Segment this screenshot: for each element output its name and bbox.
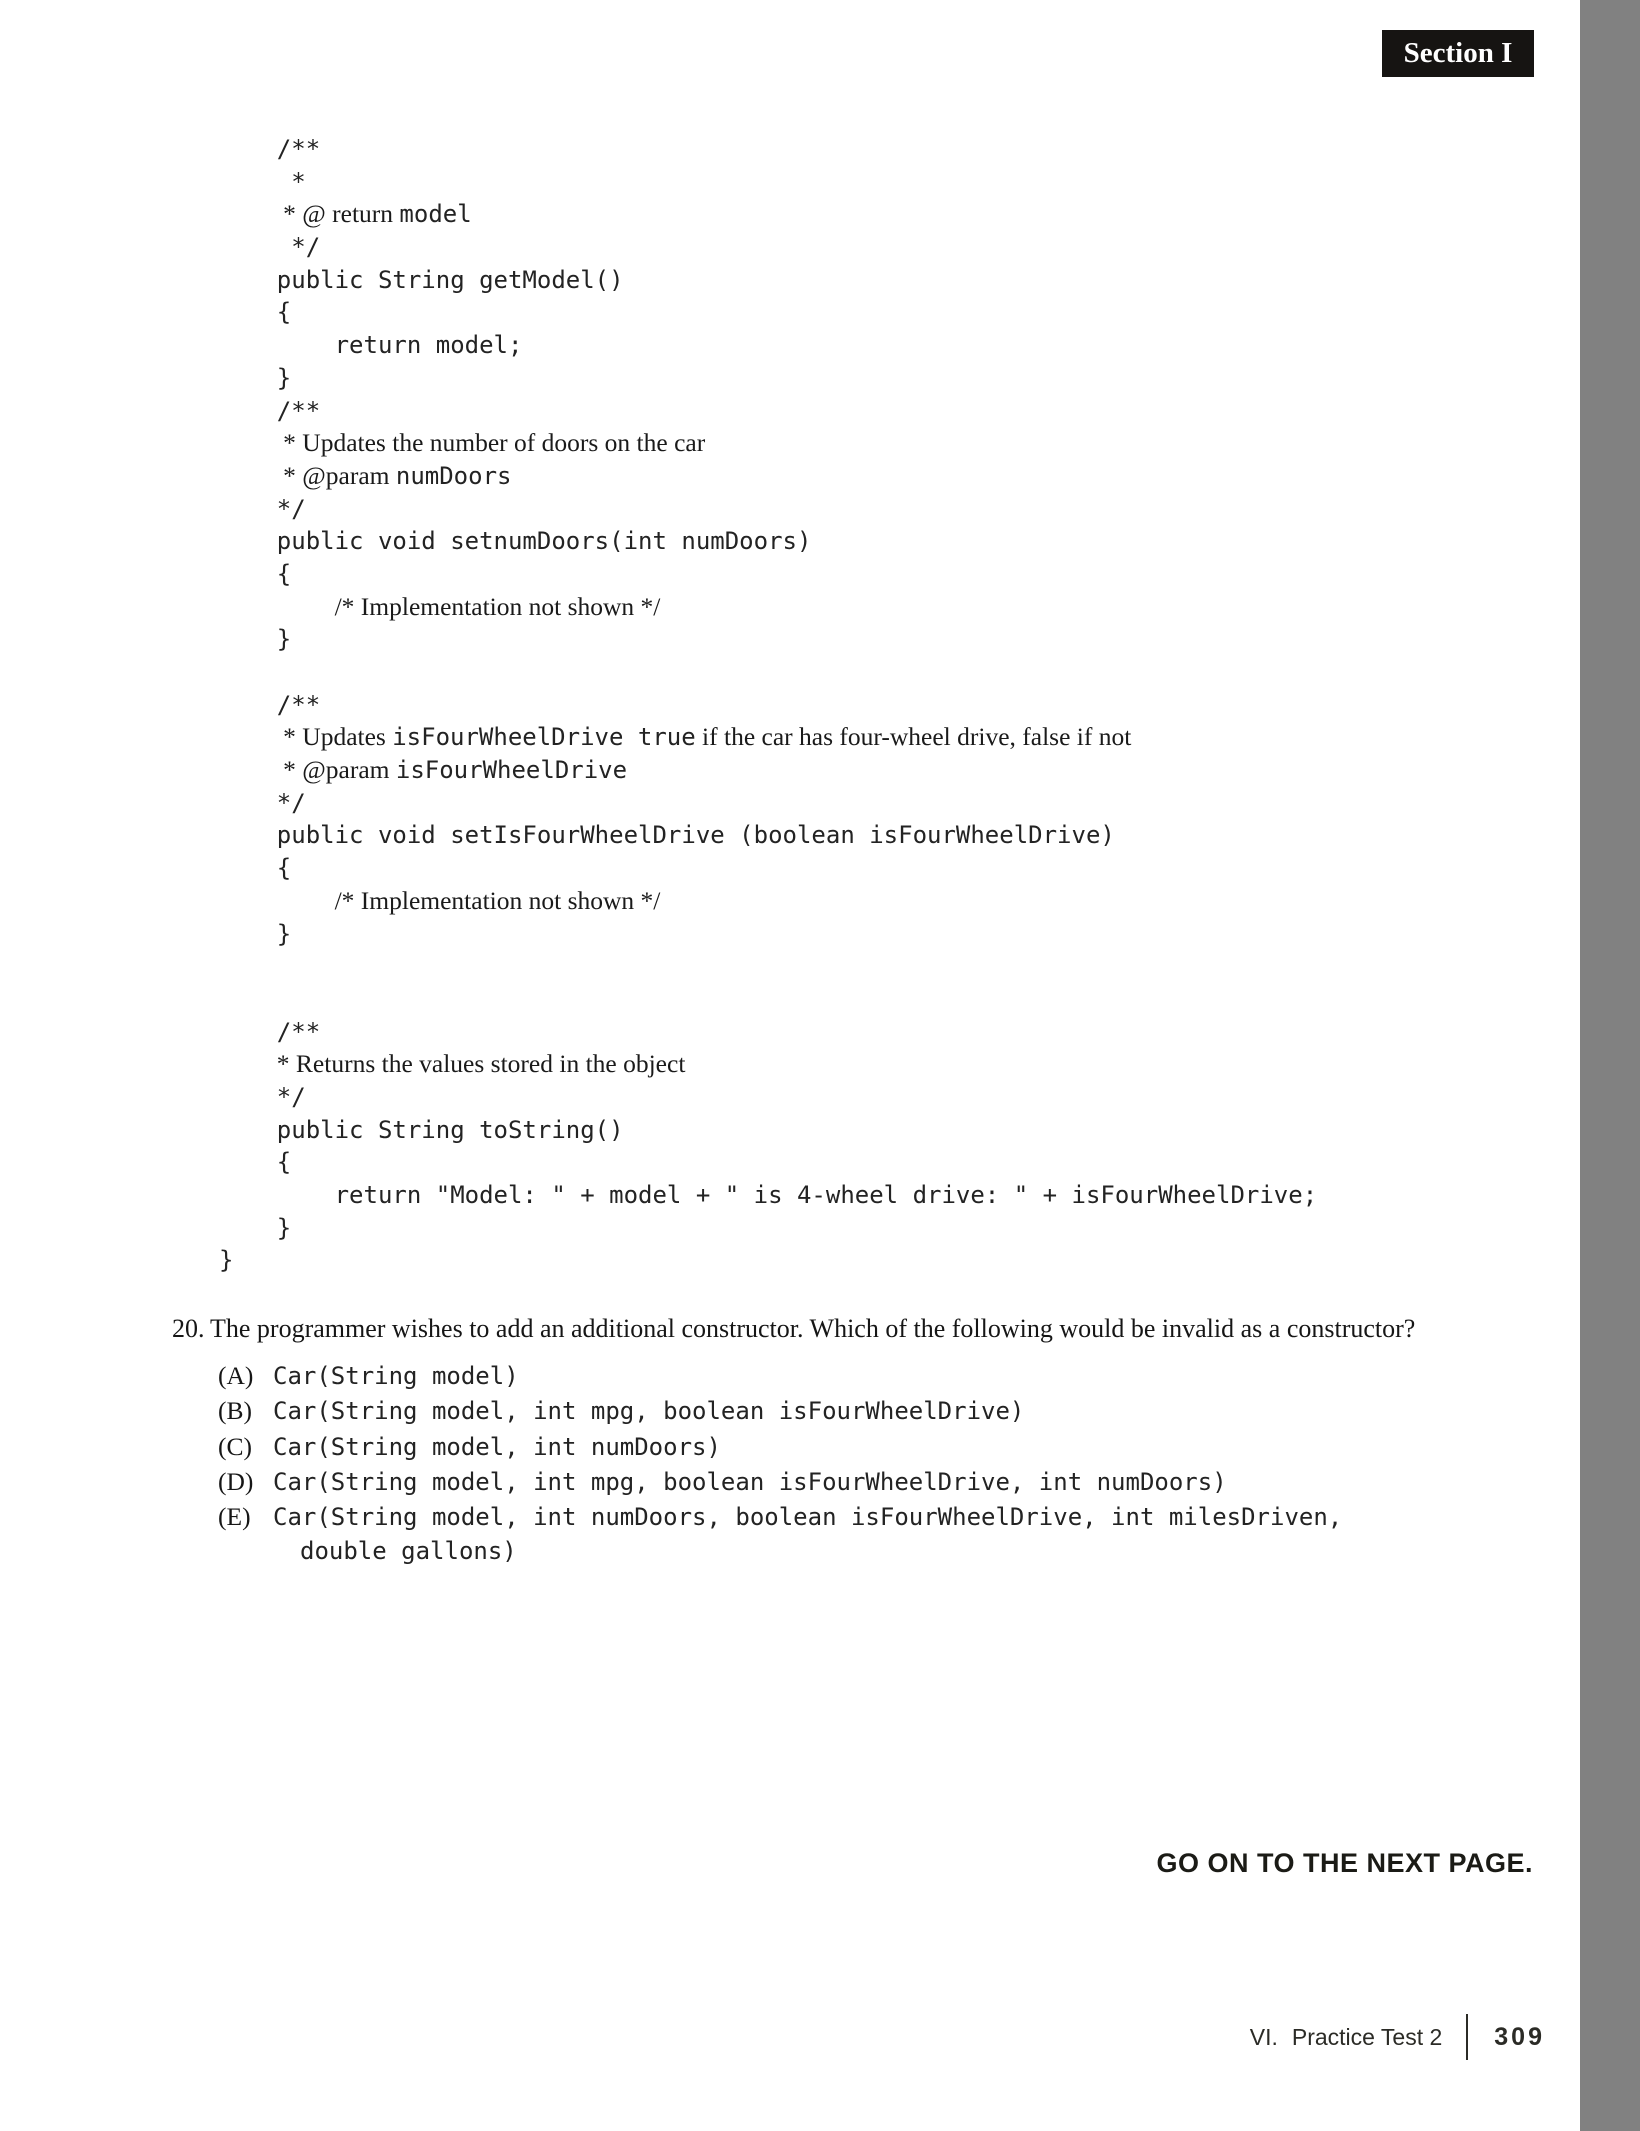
code-line: [219, 1146, 1317, 1179]
code-line: [219, 1212, 1317, 1245]
code-indent: [219, 1116, 277, 1144]
footer-chapter: VI.: [1249, 2023, 1278, 2050]
code-indent: [219, 1083, 277, 1111]
code-line: [219, 362, 1317, 395]
code-indent: [219, 266, 277, 294]
question-row: [172, 1312, 1472, 1345]
code-line: [219, 1179, 1317, 1212]
code-segment: {: [276, 854, 292, 883]
code-indent: [219, 298, 277, 326]
page-edge-bar: [1580, 0, 1640, 2131]
code-indent: [219, 854, 277, 882]
code-segment: *: [276, 167, 306, 196]
answer-option: [172, 1393, 1472, 1428]
code-indent: [219, 1214, 277, 1242]
code-line: [219, 198, 1317, 231]
page-number: 309: [1494, 2022, 1545, 2051]
code-segment: public String getModel(): [276, 265, 624, 294]
code-line: [219, 1114, 1317, 1147]
code-line: [219, 918, 1317, 951]
footer-title: Practice Test 2: [1291, 2023, 1443, 2050]
answer-option-label: (A): [218, 1361, 254, 1390]
code-line: [219, 1244, 1317, 1277]
answer-option-code: Car(String model): [273, 1362, 519, 1390]
code-segment: public void setnumDoors(int numDoors): [276, 527, 812, 556]
code-indent: [219, 1181, 335, 1209]
code-segment: /* Implementation not shown */: [334, 591, 661, 621]
code-indent: [219, 887, 335, 915]
code-line: [219, 1016, 1317, 1049]
code-line: [219, 395, 1317, 428]
code-line: [219, 819, 1317, 852]
code-line: [219, 721, 1317, 754]
code-indent: [219, 168, 277, 196]
code-line: [219, 787, 1317, 820]
code-segment: * @ return: [276, 199, 400, 229]
code-line: [219, 525, 1317, 558]
code-segment: */: [276, 233, 321, 262]
code-line: [219, 852, 1317, 885]
code-indent: [219, 920, 277, 948]
answer-option: [172, 1429, 1472, 1464]
code-indent: [219, 364, 277, 392]
code-segment: }: [276, 1213, 292, 1242]
code-indent: [219, 723, 277, 751]
answer-options: [172, 1358, 1472, 1570]
answer-option-label: (D): [218, 1466, 254, 1496]
code-segment: /* Implementation not shown */: [334, 885, 661, 915]
answer-option: [172, 1358, 1472, 1393]
code-line: [219, 296, 1317, 329]
code-segment: isFourWheelDrive: [395, 756, 628, 785]
code-line: [219, 231, 1317, 264]
code-line: [219, 1048, 1317, 1081]
code-indent: [219, 1148, 277, 1176]
code-indent: [219, 233, 277, 261]
code-segment: {: [276, 1148, 292, 1177]
code-segment: /**: [276, 396, 321, 425]
code-segment: model: [399, 200, 472, 229]
code-line: [219, 133, 1317, 166]
code-line: [219, 558, 1317, 591]
code-segment: }: [276, 363, 292, 392]
code-indent: [219, 331, 335, 359]
code-segment: /**: [276, 1017, 321, 1046]
code-segment: return "Model: " + model + " is 4-wheel drive: " + isFourWheelDrive;: [334, 1181, 1318, 1209]
code-line: [219, 689, 1317, 722]
code-segment: }: [219, 1246, 234, 1275]
code-segment: * Updates the number of doors on the car: [276, 428, 706, 458]
answer-option-code: Car(String model, int mpg, boolean isFourWheelDrive): [273, 1397, 1025, 1426]
answer-option-code-wrap: double gallons): [300, 1537, 517, 1566]
code-indent: [219, 821, 277, 849]
code-segment: */: [276, 1082, 306, 1111]
code-indent: [219, 789, 277, 817]
answer-option-code: Car(String model, int mpg, boolean isFourWheelDrive, int numDoors): [273, 1467, 1227, 1496]
answer-option-label: (C): [218, 1431, 252, 1461]
code-line: [219, 166, 1317, 199]
go-on-instruction: GO ON TO THE NEXT PAGE.: [1156, 1848, 1533, 1878]
question-block: [172, 1312, 1472, 1570]
code-line: [219, 329, 1317, 362]
code-indent: [219, 756, 277, 784]
code-segment: }: [276, 625, 292, 654]
code-line: [219, 885, 1317, 918]
code-indent: [219, 593, 335, 621]
code-segment: * @param: [276, 460, 396, 490]
section-badge: [1382, 30, 1534, 77]
page-footer: [1250, 2012, 1545, 2062]
code-segment: /**: [276, 135, 321, 163]
code-line: [219, 983, 1317, 1016]
code-segment: * Returns the values stored in the object: [276, 1049, 686, 1079]
footer-divider: [1466, 2014, 1468, 2060]
code-indent: [219, 462, 277, 490]
code-indent: [219, 397, 277, 425]
code-segment: isFourWheelDrive true: [392, 723, 696, 752]
code-indent: [219, 429, 277, 457]
code-line: [219, 427, 1317, 460]
answer-option-code: Car(String model, int numDoors): [273, 1432, 721, 1461]
code-segment: {: [276, 298, 292, 327]
code-line: [219, 656, 1317, 689]
answer-option-label: (B): [218, 1396, 252, 1426]
code-segment: /**: [276, 690, 321, 719]
answer-option-code: Car(String model, int numDoors, boolean isFourWheelDrive, int milesDriven,: [273, 1503, 1343, 1532]
code-line: [219, 950, 1317, 983]
code-indent: [219, 691, 277, 719]
answer-option: [172, 1464, 1472, 1499]
code-indent: [219, 135, 277, 163]
code-segment: * @param: [276, 755, 396, 785]
code-segment: }: [276, 919, 292, 948]
code-segment: return model;: [334, 331, 523, 360]
code-line: [219, 460, 1317, 493]
code-segment: public void setIsFourWheelDrive (boolean isFourWheelDrive): [276, 821, 1115, 850]
code-line: [219, 493, 1317, 526]
code-line: [219, 264, 1317, 297]
code-segment: public String toString(): [276, 1115, 624, 1144]
code-segment: * Updates: [276, 722, 393, 752]
java-code-listing: [219, 133, 1317, 1277]
question-text: The programmer wishes to add an additional constructor. Which of the following would be invalid as a constructor?: [210, 1314, 1416, 1343]
code-indent: [219, 560, 277, 588]
code-indent: [219, 527, 277, 555]
code-segment: if the car has four-wheel drive, false if not: [695, 722, 1132, 752]
code-line: [219, 1081, 1317, 1114]
answer-option: [172, 1499, 1472, 1534]
code-segment: */: [276, 494, 306, 523]
code-line: [219, 591, 1317, 624]
answer-option-label: (E): [218, 1502, 251, 1532]
code-indent: [219, 1050, 277, 1078]
code-line: [219, 623, 1317, 656]
code-segment: numDoors: [395, 461, 512, 490]
section-badge-label: Section I: [1403, 37, 1513, 69]
code-indent: [219, 1018, 277, 1046]
code-line: [219, 754, 1317, 787]
code-indent: [219, 200, 277, 228]
question-number: 20.: [172, 1314, 205, 1343]
code-segment: {: [276, 559, 292, 588]
code-indent: [219, 625, 277, 653]
code-indent: [219, 495, 277, 523]
code-segment: */: [276, 788, 306, 817]
